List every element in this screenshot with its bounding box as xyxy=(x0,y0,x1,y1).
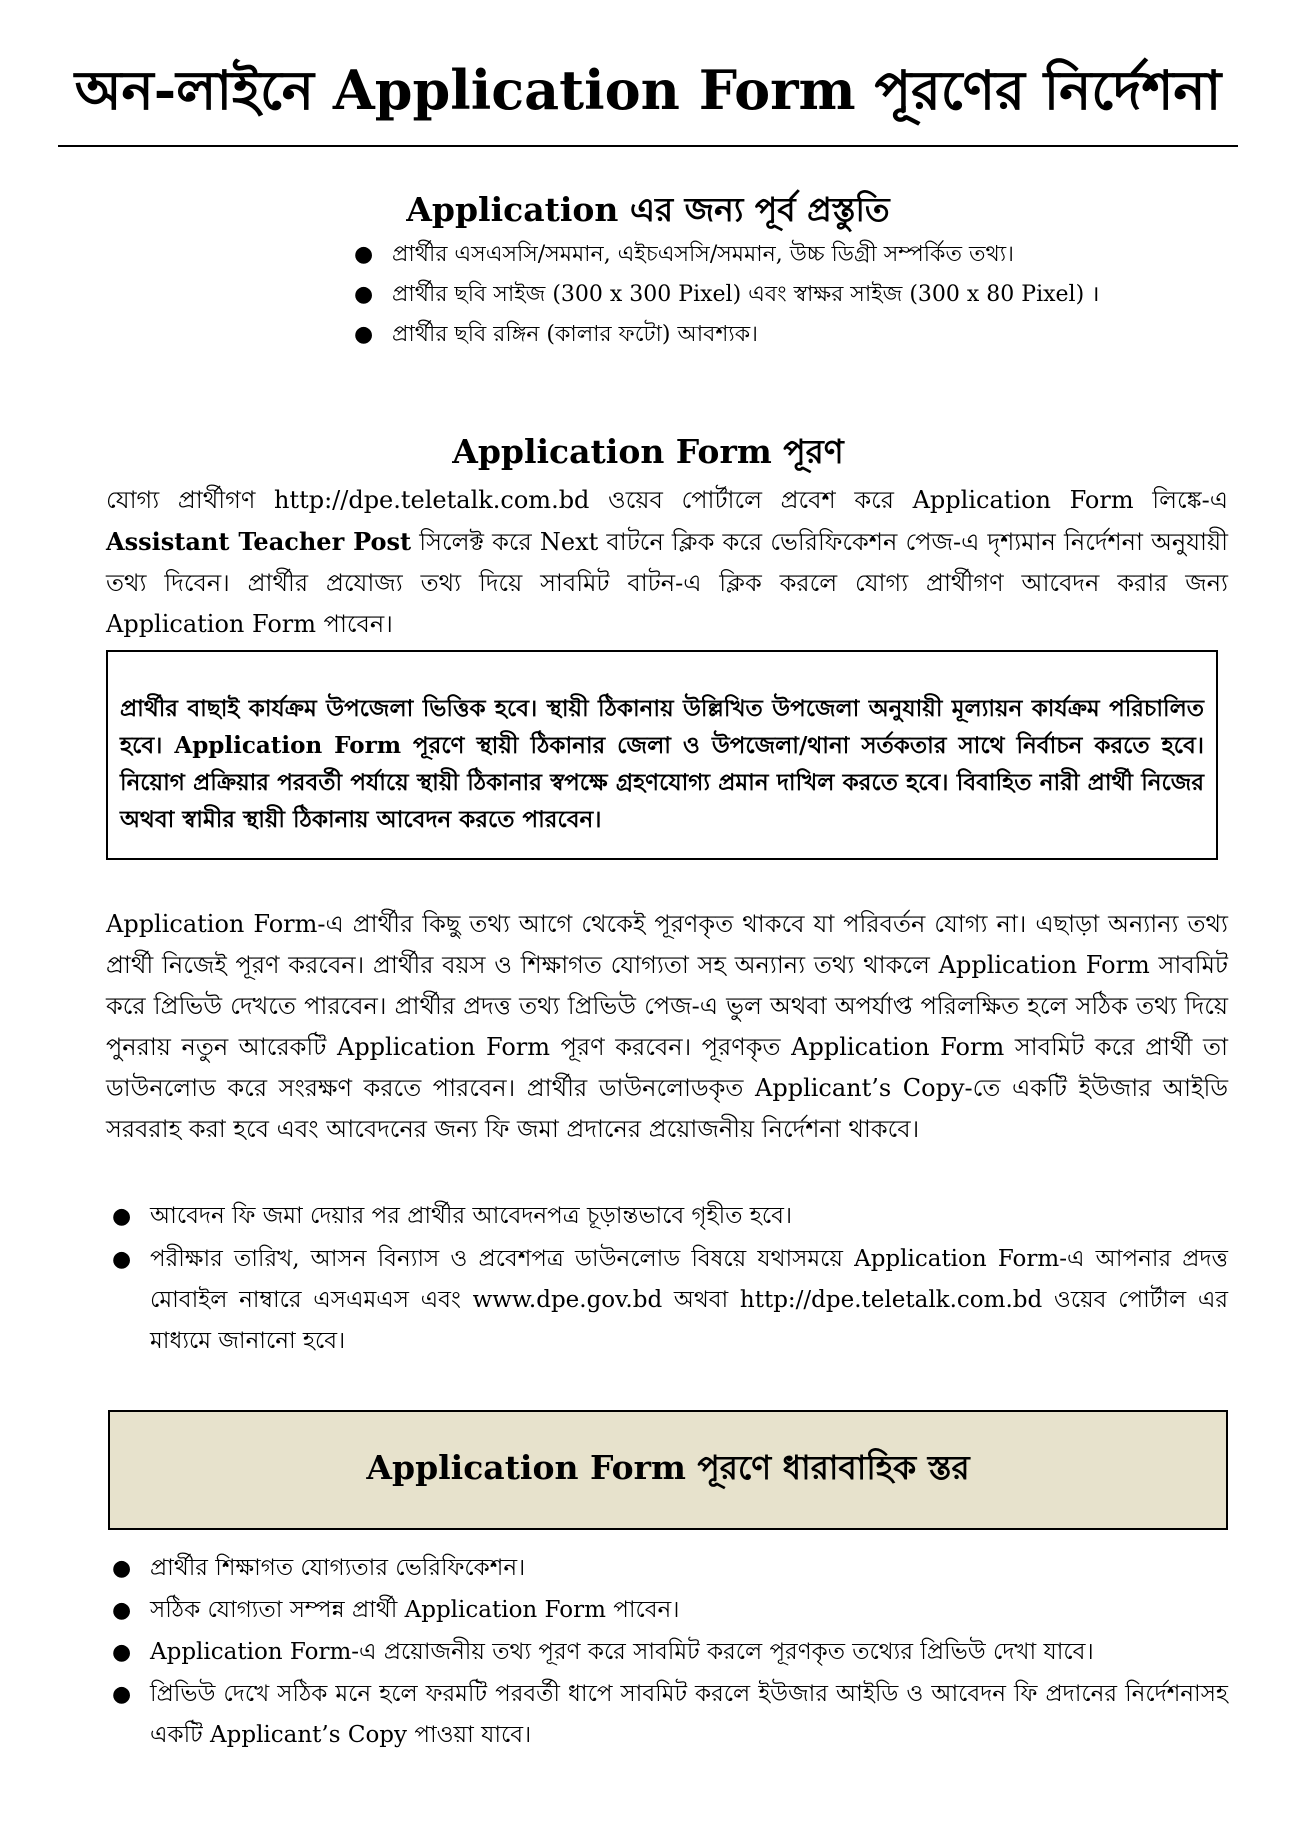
stages-heading: Application Form পূরণে ধারাবাহিক স্তর xyxy=(366,1448,970,1487)
stages-list xyxy=(106,1548,1228,1757)
list-item: ● প্রার্থীর এসএসসি/সমমান, এইচএসসি/সমমান, উচ্চ ডিগ্রী সম্পর্কিত তথ্য। xyxy=(348,235,1248,275)
bullet-icon: ● xyxy=(112,1598,132,1623)
bullet-icon: ● xyxy=(354,322,374,347)
list-item: ● Application Form-এ প্রয়োজনীয় তথ্য পূরণ করে সাবমিট করলে পূরণকৃত তথ্যের প্রিভিউ দেখা যাবে। xyxy=(106,1632,1228,1673)
page-title: অন-লাইনে Application Form পূরণের নির্দেশনা xyxy=(74,58,1222,122)
list-item: ● প্রার্থীর ছবি রঙ্গিন (কালার ফটো) আবশ্যক। xyxy=(348,315,1248,355)
list-item: ● পরীক্ষার তারিখ, আসন বিন্যাস ও প্রবেশপত্র ডাউনলোড বিষয়ে যথাসময়ে Application Form-এ আপনার প্রদত্ত মোবাইল নাম্বারে এসএমএস এবং www.dpe.gov.bd অথবা http://dpe.teletalk.com.bd ওয়েব পোর্টাল এর মাধ্যমে জানানো হবে। xyxy=(106,1239,1228,1362)
bullet-icon: ● xyxy=(112,1204,132,1229)
preparation-heading: Application এর জন্য পূর্ব প্রস্তুতি xyxy=(406,190,890,229)
title-divider xyxy=(58,145,1238,147)
details-paragraph: Application Form-এ প্রার্থীর কিছু তথ্য আগে থেকেই পূরণকৃত থাকবে যা পরিবর্তন যোগ্য না। এছাড়া অন্যান্য তথ্য প্রার্থী নিজেই পূরণ করবেন। প্রার্থীর বয়স ও শিক্ষাগত যোগ্যতা সহ অন্যান্য তথ্য থাকলে Application Form সাবমিট করে প্রিভিউ দেখতে পারবেন। প্রার্থীর প্রদত্ত তথ্য প্রিভিউ পেজ-এ ভুল অথবা অপর্যাপ্ত পরিলক্ষিত হলে সঠিক তথ্য দিয়ে পুনরায় নতুন আরেকটি Application Form পূরণ করবেন। পূরণকৃত Application Form সাবমিট করে প্রার্থী তা ডাউনলোড করে সংরক্ষণ করতে পারবেন। প্রার্থীর ডাউনলোডকৃত Applicant’s Copy-তে একটি ইউজার আইডি সরবরাহ করা হবে এবং আবেদনের জন্য ফি জমা প্রদানের প্রয়োজনীয় নির্দেশনা থাকবে। xyxy=(106,910,1228,1143)
list-item: ● প্রিভিউ দেখে সঠিক মনে হলে ফরমটি পরবর্তী ধাপে সাবমিট করলে ইউজার আইডি ও আবেদন ফি প্রদানের নির্দেশনাসহ একটি Applicant’s Copy পাওয়া যাবে। xyxy=(106,1674,1228,1756)
form-fill-intro: যোগ্য প্রার্থীগণ http://dpe.teletalk.com.bd ওয়েব পোর্টালে প্রবেশ করে Application Form লিঙ্কে-এ Assistant Teacher Post সিলেক্ট করে Next বাটনে ক্লিক করে ভেরিফিকেশন পেজ-এ দৃশ্যমান নির্দেশনা অনুযায়ী তথ্য দিবেন। প্রার্থীর প্রযোজ্য তথ্য দিয়ে সাবমিট বাটন-এ ক্লিক করলে যোগ্য প্রার্থীগণ আবেদন করার জন্য Application Form পাবেন। xyxy=(106,486,1228,638)
form-fill-heading: Application Form পূরণ xyxy=(452,432,844,471)
fee-info-list xyxy=(106,1196,1228,1364)
list-item: ● প্রার্থীর শিক্ষাগত যোগ্যতার ভেরিফিকেশন। xyxy=(106,1548,1228,1589)
bullet-icon: ● xyxy=(354,242,374,267)
bullet-icon: ● xyxy=(354,282,374,307)
notice-box: প্রার্থীর বাছাই কার্যক্রম উপজেলা ভিত্তিক হবে। স্থায়ী ঠিকানায় উল্লিখিত উপজেলা অনুযায়ী মূল্যায়ন কার্যক্রম পরিচালিত হবে। Application Form পূরণে স্থায়ী ঠিকানার জেলা ও উপজেলা/থানা সর্তকতার সাথে নির্বাচন করতে হবে। নিয়োগ প্রক্রিয়ার পরবর্তী পর্যায়ে স্থায়ী ঠিকানার স্বপক্ষে গ্রহণযোগ্য প্রমান দাখিল করতে হবে। বিবাহিত নারী প্রার্থী নিজের অথবা স্বামীর স্থায়ী ঠিকানায় আবেদন করতে পারবেন। xyxy=(106,650,1218,860)
list-item: ● সঠিক যোগ্যতা সম্পন্ন প্রার্থী Application Form পাবেন। xyxy=(106,1590,1228,1631)
list-item: ● আবেদন ফি জমা দেয়ার পর প্রার্থীর আবেদনপত্র চূড়ান্তভাবে গৃহীত হবে। xyxy=(106,1196,1228,1237)
bullet-icon: ● xyxy=(112,1556,132,1581)
post-name: Assistant Teacher Post xyxy=(106,527,412,556)
preparation-list xyxy=(348,235,1248,355)
bullet-icon: ● xyxy=(112,1640,132,1665)
list-item: ● প্রার্থীর ছবি সাইজ (300 x 300 Pixel) এবং স্বাক্ষর সাইজ (300 x 80 Pixel) । xyxy=(348,275,1248,315)
bullet-icon: ● xyxy=(112,1247,132,1272)
bullet-icon: ● xyxy=(112,1682,132,1707)
stages-heading-box xyxy=(108,1410,1228,1530)
